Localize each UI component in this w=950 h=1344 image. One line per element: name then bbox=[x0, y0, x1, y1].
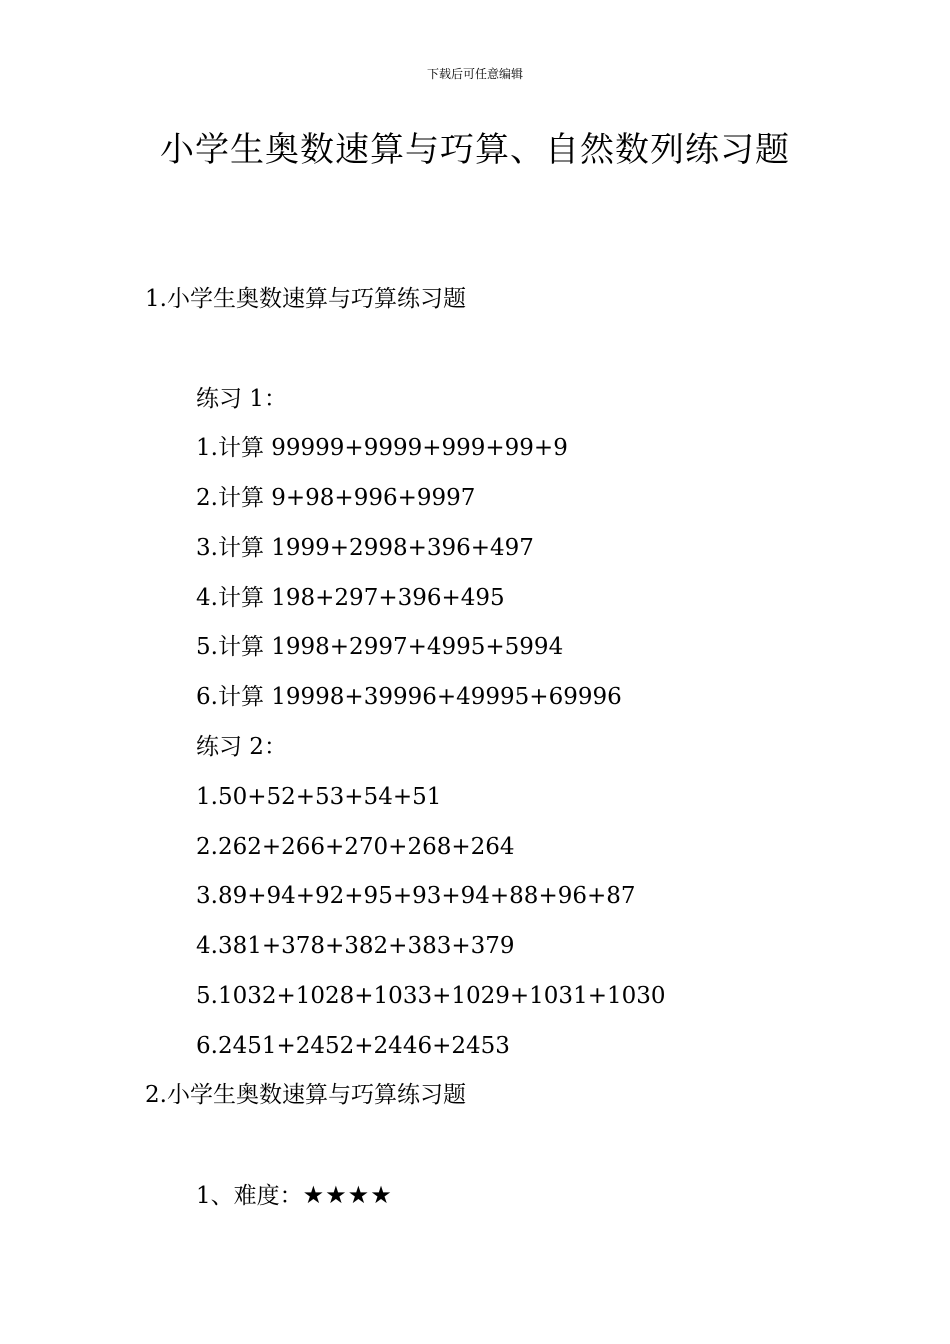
exercise-2-item-5: 5.1032+1028+1033+1029+1031+1030 bbox=[196, 983, 666, 1009]
document-title: 小学生奥数速算与巧算、自然数列练习题 bbox=[160, 130, 790, 170]
exercise-2-item-1: 1.50+52+53+54+51 bbox=[196, 784, 442, 810]
exercise-1-item-5: 5.计算 1998+2997+4995+5994 bbox=[196, 634, 564, 660]
section-1-heading: 1.小学生奥数速算与巧算练习题 bbox=[145, 286, 466, 312]
exercise-1-item-4: 4.计算 198+297+396+495 bbox=[196, 585, 505, 611]
exercise-2-item-6: 6.2451+2452+2446+2453 bbox=[196, 1033, 510, 1059]
exercise-1-item-3: 3.计算 1999+2998+396+497 bbox=[196, 535, 534, 561]
exercise-2-item-2: 2.262+266+270+268+264 bbox=[196, 834, 515, 860]
difficulty-label: 1、难度： bbox=[196, 1183, 303, 1209]
difficulty-stars-icon: ★★★★ bbox=[302, 1181, 393, 1209]
exercise-2-item-4: 4.381+378+382+383+379 bbox=[196, 933, 515, 959]
exercise-1-label: 练习 1： bbox=[196, 386, 287, 412]
header-note: 下载后可任意编辑 bbox=[426, 67, 523, 81]
exercise-1-item-2: 2.计算 9+98+996+9997 bbox=[196, 485, 476, 511]
exercise-2-item-3: 3.89+94+92+95+93+94+88+96+87 bbox=[196, 883, 636, 909]
exercise-2-label: 练习 2： bbox=[196, 734, 287, 760]
difficulty-line bbox=[196, 1180, 393, 1211]
exercise-1-item-6: 6.计算 19998+39996+49995+69996 bbox=[196, 684, 622, 710]
section-2-heading: 2.小学生奥数速算与巧算练习题 bbox=[145, 1082, 466, 1108]
exercise-1-item-1: 1.计算 99999+9999+999+99+9 bbox=[196, 435, 568, 461]
